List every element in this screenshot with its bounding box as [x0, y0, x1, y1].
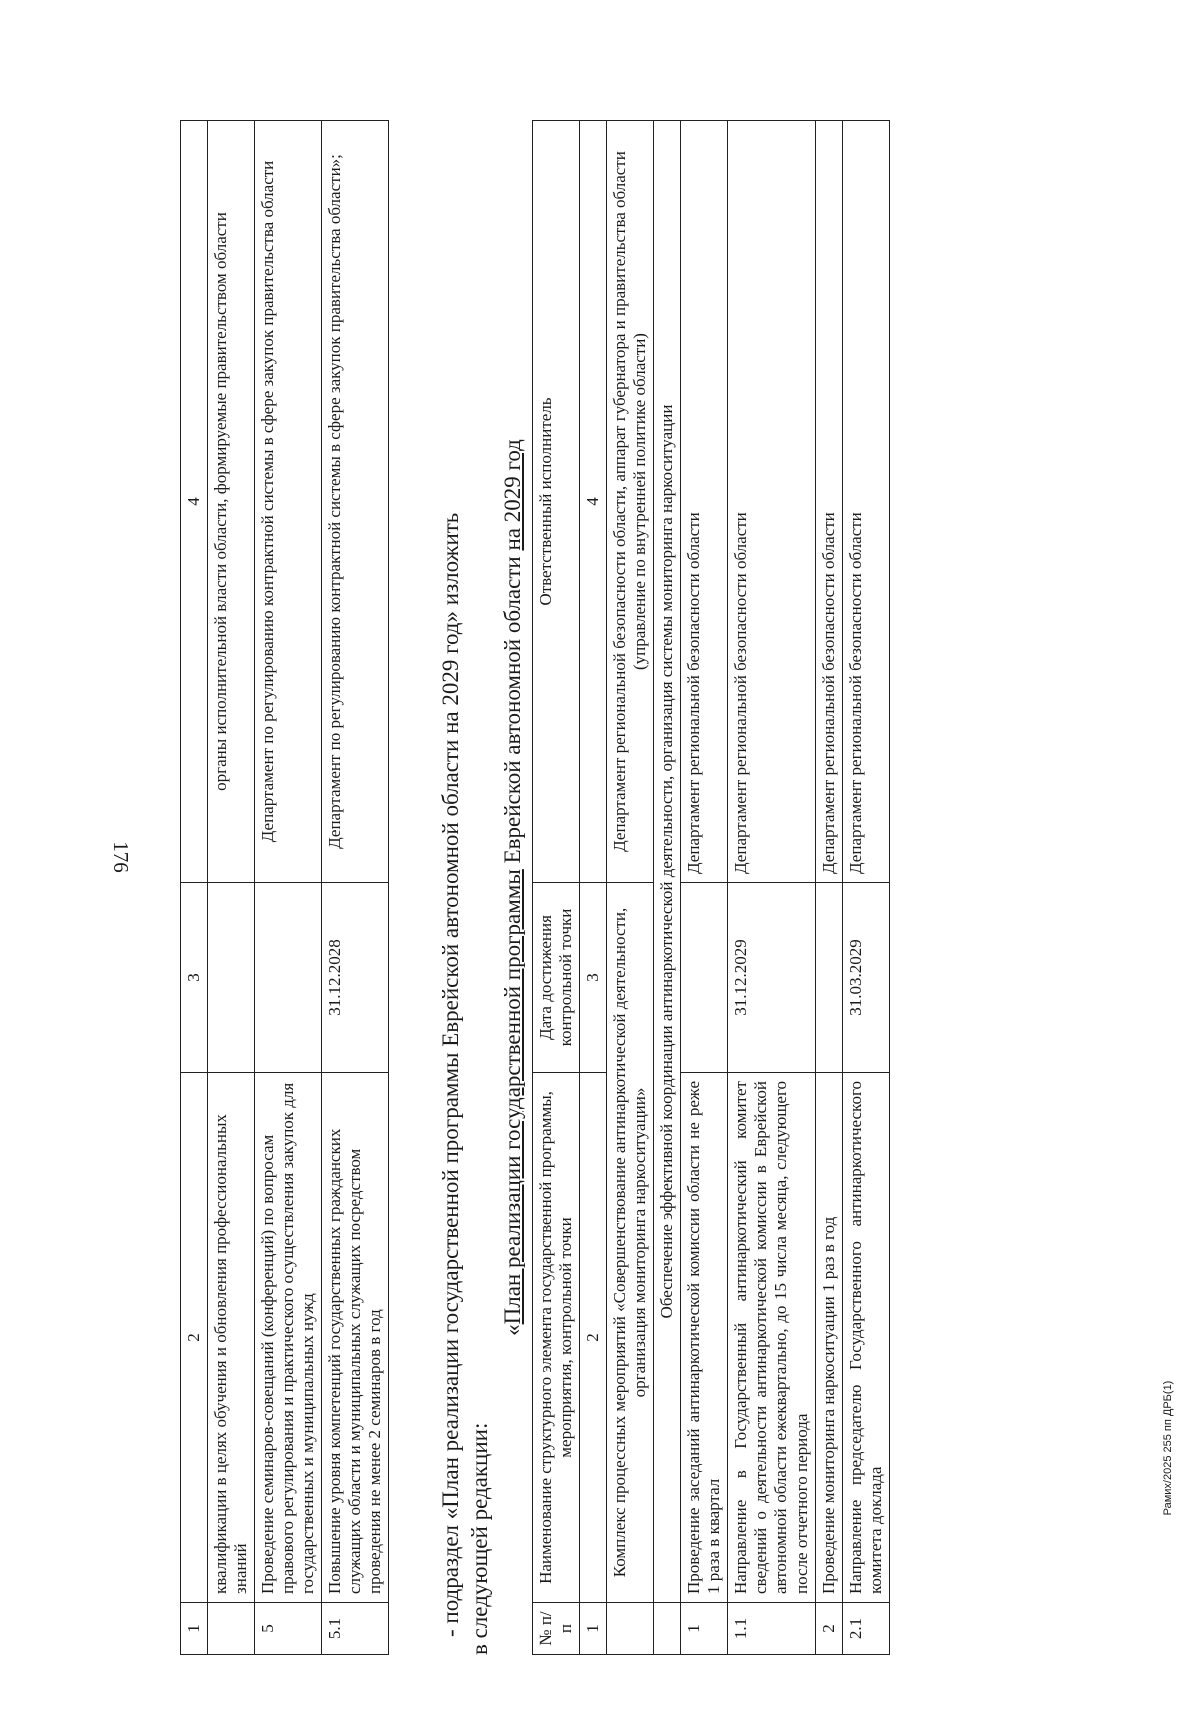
table-row — [255, 121, 322, 1655]
row-name: Проведение семинаров-совещаний (конференций) по вопросам правового регулирования и практического осуществления закупок для государственных и муниципальных нужд — [255, 1073, 322, 1603]
row-number: 5.1 — [322, 1603, 389, 1655]
col-number-3: 3 — [181, 883, 208, 1073]
row-name: Проведение мониторинга наркоситуации 1 раз в год — [815, 1073, 842, 1603]
col-number-2: 2 — [580, 1073, 607, 1603]
task-row — [654, 121, 681, 1655]
continued-table — [180, 120, 389, 1655]
header-name: Наименование структурного элемента государственной программы, мероприятия, контрольной точки — [533, 1073, 580, 1603]
plan-title-year: на 2029 год — [500, 439, 525, 551]
row-executor: Департамент региональной безопасности области — [728, 121, 815, 883]
plan-title-prefix: « — [500, 1324, 525, 1336]
column-number-row — [181, 121, 208, 1655]
amendment-paragraph — [437, 120, 495, 1655]
header-row — [533, 121, 580, 1655]
page-number: 176 — [109, 841, 133, 873]
footer-code: Рамих/2025 255 пп ДРБ(1) — [1162, 1380, 1174, 1516]
col-number-2: 2 — [181, 1073, 208, 1603]
paragraph-line-2: в следующей редакции: — [466, 1422, 492, 1655]
row-date — [208, 883, 255, 1073]
row-name: Направление председателю Государственного антинаркотического комитета доклада — [842, 1073, 889, 1603]
row-executor: Департамент региональной безопасности области — [815, 121, 842, 883]
table-row — [681, 121, 728, 1655]
row-number — [208, 1603, 255, 1655]
header-executor: Ответственный исполнитель — [533, 121, 580, 883]
col-number-1: 1 — [181, 1603, 208, 1655]
row-number — [654, 1603, 681, 1655]
row-date: 31.12.2028 — [322, 883, 389, 1073]
row-date — [255, 883, 322, 1073]
task-name: Обеспечение эффективной координации антинаркотической деятельности, организация системы мониторинга наркоситуации — [654, 121, 681, 1603]
plan-title — [500, 120, 526, 1655]
col-number-4: 4 — [580, 121, 607, 883]
row-name: Направление в Государственный антинаркотический комитет сведений о деятельности антинаркотической комиссии в Еврейской автономной области ежеквартально, до 15 числа месяца, следующего после отчетного периода — [728, 1073, 815, 1603]
row-date: 31.03.2029 — [842, 883, 889, 1073]
complex-executor: Департамент региональной безопасности области, аппарат губернатора и правительства области (управление по внутренней политике области) — [607, 121, 654, 883]
col-number-1: 1 — [580, 1603, 607, 1655]
col-number-3: 3 — [580, 883, 607, 1073]
complex-row — [607, 121, 654, 1655]
plan-table — [532, 120, 890, 1655]
table-row — [208, 121, 255, 1655]
row-executor: Департамент региональной безопасности области — [842, 121, 889, 883]
row-date — [815, 883, 842, 1073]
table-row — [322, 121, 389, 1655]
row-executor: Департамент по регулированию контрактной системы в сфере закупок правительства области — [255, 121, 322, 883]
table-row — [842, 121, 889, 1655]
table-row — [815, 121, 842, 1655]
row-name: квалификации в целях обучения и обновления профессиональных знаний — [208, 1073, 255, 1603]
rotated-sheet — [180, 120, 1095, 1655]
paragraph-line-1: - подраздел «План реализации государственной программы Еврейской автономной области на 2029 год» изложить — [438, 512, 463, 1637]
complex-name: Комплекс процессных мероприятий «Совершенствование антинаркотической деятельности, организация мониторинга наркоситуации» — [607, 883, 654, 1603]
row-number: 5 — [255, 1603, 322, 1655]
row-executor: органы исполнительной власти области, формируемые правительством области — [208, 121, 255, 883]
row-name: Проведение заседаний антинаркотической комиссии области не реже 1 раза в квартал — [681, 1073, 728, 1603]
row-name: Повышение уровня компетенций государственных гражданских служащих области и муниципальных служащих посредством проведения не менее 2 семинаров в год — [322, 1073, 389, 1603]
row-number: 2 — [815, 1603, 842, 1655]
row-number: 1.1 — [728, 1603, 815, 1655]
row-number: 2.1 — [842, 1603, 889, 1655]
row-date — [681, 883, 728, 1073]
col-number-4: 4 — [181, 121, 208, 883]
header-date: Дата достижения контрольной точки — [533, 883, 580, 1073]
row-number — [607, 1603, 654, 1655]
row-executor: Департамент региональной безопасности области — [681, 121, 728, 883]
table-row — [728, 121, 815, 1655]
row-number: 1 — [681, 1603, 728, 1655]
plan-title-rest: Еврейской автономной области — [500, 550, 525, 870]
column-number-row — [580, 121, 607, 1655]
row-date: 31.12.2029 — [728, 883, 815, 1073]
plan-title-underlined: План реализации государственной программы — [500, 869, 525, 1325]
header-num: № п/п — [533, 1603, 580, 1655]
row-executor: Департамент по регулированию контрактной системы в сфере закупок правительства области»; — [322, 121, 389, 883]
